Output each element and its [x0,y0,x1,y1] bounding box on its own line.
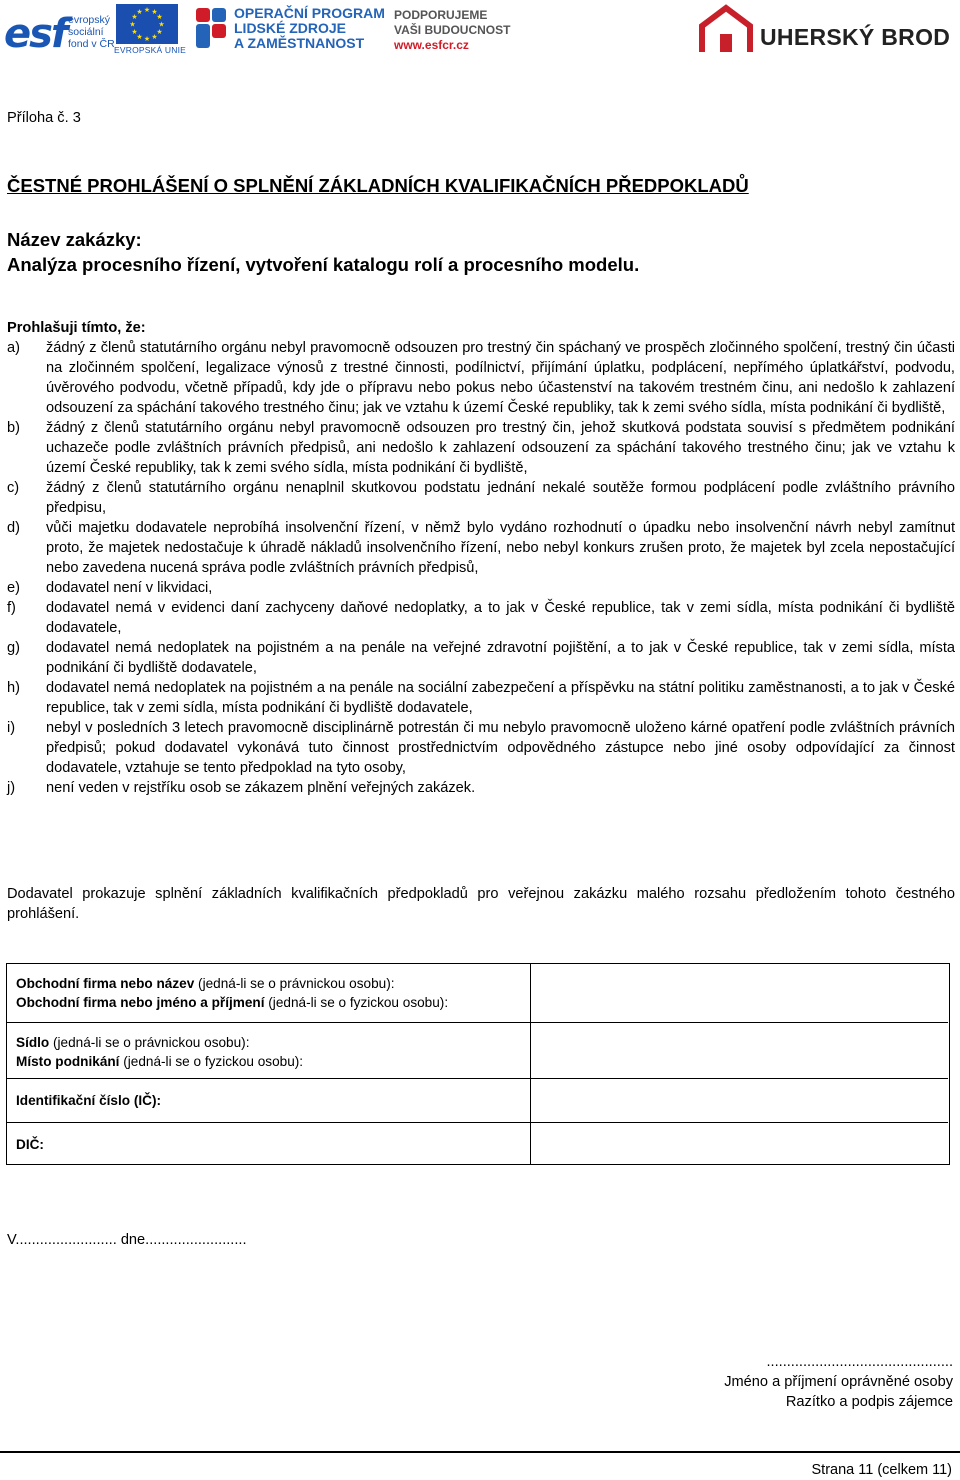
place-date-line[interactable]: V......................... dne......................... [7,1232,247,1248]
svg-text:★: ★ [143,6,151,14]
esf-logo-text [68,14,115,50]
list-marker: j) [7,780,16,796]
esf-logo: esf [4,11,67,57]
list-item-text: dodavatel nemá nedoplatek na pojistném a na penále na veřejné zdravotní pojištění, a to jak v České republice, tak v zemi sídla, místa podnikání či bydliště dodavatele, [46,640,955,676]
signature-block [724,1352,953,1412]
svg-text:★: ★ [136,8,143,16]
svg-text:★: ★ [151,8,158,16]
dic-label: DIČ: [16,1137,44,1152]
op-lzz-logo-text [234,6,385,51]
form-row-ic [7,1078,948,1123]
house-icon [698,4,754,54]
svg-text:★: ★ [156,13,163,21]
support-url: www.esfcr.cz [394,38,469,52]
list-marker: f) [7,600,16,616]
svg-text:★: ★ [156,28,163,36]
contract-name: Analýza procesního řízení, vytvoření katalogu rolí a procesního modelu. [7,254,640,275]
form-row-dic [7,1122,948,1164]
esf-line-3: fond v ČR [68,38,115,50]
form-row-firm [7,964,948,1022]
support-line-2: VAŠI BUDOUCNOST [394,23,511,37]
support-slogan [394,8,510,53]
signatory-name-caption: Jméno a příjmení oprávněné osoby [724,1374,953,1390]
logo-banner [0,0,960,58]
list-item [7,478,955,518]
declaration-list [7,338,955,798]
page-footer [0,1449,960,1480]
svg-text:★: ★ [143,35,151,43]
list-item [7,718,955,778]
list-marker: c) [7,480,20,496]
contract-label: Název zakázky: [7,229,142,250]
business-place-label: Místo podnikání (jedná-li se o fyzickou osobu): [16,1054,304,1069]
seat-label: Sídlo (jedná-li se o právnickou osobu): [16,1035,250,1050]
svg-text:★: ★ [131,13,138,21]
list-item [7,578,955,598]
op-line-3: A ZAMĚSTNANOST [234,35,365,51]
svg-text:★: ★ [129,20,136,29]
page-number: Strana 11 (celkem 11) [811,1462,952,1478]
stamp-signature-caption: Razítko a podpis zájemce [785,1394,953,1410]
declaration-intro: Prohlašuji tímto, že: [7,320,146,336]
list-marker: i) [7,720,16,736]
ic-label: Identifikační číslo (IČ): [16,1093,162,1108]
list-item [7,598,955,638]
signature-dots[interactable]: .............................................. [766,1354,953,1370]
op-lzz-logo-icon [194,4,230,52]
list-item-text: žádný z členů statutárního orgánu nebyl pravomocně odsouzen pro trestný čin spáchaný ve prospěch zločinného spolčení, trestný čin účasti na zločinném spolčení, legalizace výnosů z trestné činnosti, podílnictví, přijímání úplatku, podplácení, nepřímého úplatkářství, podvodu, úvěrového podvodu, včetně případů, kdy jde o přípravu nebo pokus nebo účastenství na takovém trestném činu, ani nedošlo k zahlazení odsouzení za spáchání takového trestného činu; jak ve vztahu k území České republiky, tak k zemi svého sídla, místa podnikání či bydliště, [46,340,955,416]
annex-label: Příloha č. 3 [7,110,81,126]
svg-text:★: ★ [158,20,165,29]
list-item [7,638,955,678]
list-item-text: dodavatel nemá nedoplatek na pojistném a na penále na sociální zabezpečení a příspěvku na státní politiku zaměstnanosti, a to jak v České republice, tak v zemi sídla, místa podnikání či bydliště dodavatele, [46,680,955,716]
eu-flag-icon [116,4,178,44]
dic-label-cell [7,1123,531,1164]
svg-text:★: ★ [136,33,143,41]
list-item [7,778,955,798]
svg-text:★: ★ [151,33,158,41]
footer-divider [0,1451,960,1453]
town-logo-text: UHERSKÝ BROD [760,24,951,50]
ic-label-cell [7,1079,531,1123]
support-line-1: PODPORUJEME [394,8,488,22]
op-line-2: LIDSKÉ ZDROJE [234,20,347,36]
firm-label-cell [7,964,531,1022]
supplier-form-table [6,963,950,1165]
firm-name-label: Obchodní firma nebo název (jedná-li se o právnickou osobu): [16,976,395,991]
list-item-text: nebyl v posledních 3 letech pravomocně disciplinárně potrestán či mu nebylo pravomocně uloženo kárné opatření podle zvláštních právních předpisů; pokud dodavatel vykonává tuto činnost prostřednictvím odpovědného zástupce nebo jiné osoby odpovídající za činnost dodavatele, vztahuje se tento předpoklad na tyto osoby, [46,720,955,776]
list-marker: g) [7,640,20,656]
firm-person-label: Obchodní firma nebo jméno a příjmení (jedná-li se o fyzickou osobu): [16,995,449,1010]
list-item-text: dodavatel nemá v evidenci daní zachyceny daňové nedoplatky, a to jak v České republice, tak v zemi sídla, místa podnikání či bydliště dodavatele, [46,600,955,636]
list-marker: b) [7,420,20,436]
seat-label-cell [7,1023,531,1079]
form-row-seat [7,1022,948,1079]
list-item [7,418,955,478]
list-item-text: vůči majetku dodavatele neprobíhá insolvenční řízení, v němž bylo vydáno rozhodnutí o úpadku nebo insolvenční návrh nebyl zamítnut proto, že majetek nedostačuje k úhradě nákladů insolvenčního řízení, nebo nebyl konkurs zrušen proto, že majetek byl zcela nepostačující nebo zavedena nucená správa podle zvláštních právních předpisů, [46,520,955,576]
eu-label: EVROPSKÁ UNIE [114,45,187,55]
op-line-1: OPERAČNÍ PROGRAM [234,5,385,21]
esf-line-2: sociální [68,26,104,38]
list-marker: a) [7,340,20,356]
list-marker: h) [7,680,20,696]
svg-text:★: ★ [131,28,138,36]
list-marker: e) [7,580,20,596]
list-item-text: není veden v rejstříku osob se zákazem plnění veřejných zakázek. [46,780,476,796]
list-item [7,338,955,418]
esf-line-1: evropský [68,14,111,26]
list-item-text: žádný z členů statutárního orgánu nenaplnil skutkovou podstatu jednání nekalé soutěže formou podplácení podle zvláštního právního předpisu, [46,480,955,516]
list-item [7,678,955,718]
closing-statement: Dodavatel prokazuje splnění základních kvalifikačních předpokladů pro veřejnou zakázku malého rozsahu předložením tohoto čestného prohlášení. [7,886,955,922]
list-item [7,518,955,578]
document-title: ČESTNÉ PROHLÁŠENÍ O SPLNĚNÍ ZÁKLADNÍCH KVALIFIKAČNÍCH PŘEDPOKLADŮ [7,175,749,196]
list-marker: d) [7,520,20,536]
list-item-text: žádný z členů statutárního orgánu nebyl pravomocně odsouzen pro trestný čin, jehož skutková podstata souvisí s předmětem podnikání uchazeče podle zvláštních právních předpisů, ani nedošlo k zahlazení odsouzení za spáchání takového trestného činu; jak ve vztahu k území České republiky, tak k zemi svého sídla, místa podnikání či bydliště, [46,420,955,476]
list-item-text: dodavatel není v likvidaci, [46,580,213,596]
